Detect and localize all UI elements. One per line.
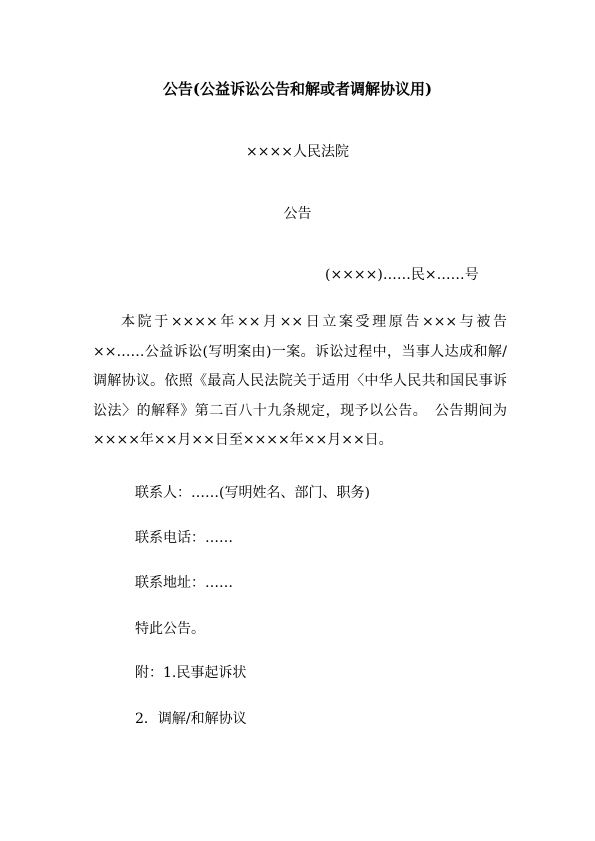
closing-statement: 特此公告。: [135, 621, 205, 637]
contact-phone: 联系电话：……: [135, 530, 233, 546]
case-number: (××××)……民×……号: [325, 267, 479, 283]
contact-address: 联系地址：……: [135, 575, 233, 591]
attachment-2: 2．调解/和解协议: [135, 711, 247, 727]
document-title: 公告(公益诉讼公告和解或者调解协议用): [162, 80, 433, 98]
notice-body: 本院于××××年××月××日立案受理原告×××与被告××……公益诉讼(写明案由)一案。诉讼过程中，当事人达成和解/调解协议。依照《最高人民法院关于适用〈中华人民共和国民事诉讼法〉的解释》第二百八十九条规定，现予以公告。 公告期间为××××年××月××日至××××年××月××日。: [93, 314, 507, 448]
attachment-1: 附：1.民事起诉状: [135, 665, 247, 681]
court-name: ××××人民法院: [246, 144, 349, 160]
contact-person: 联系人：……(写明姓名、部门、职务): [135, 485, 370, 501]
notice-heading: 公告: [283, 206, 312, 222]
